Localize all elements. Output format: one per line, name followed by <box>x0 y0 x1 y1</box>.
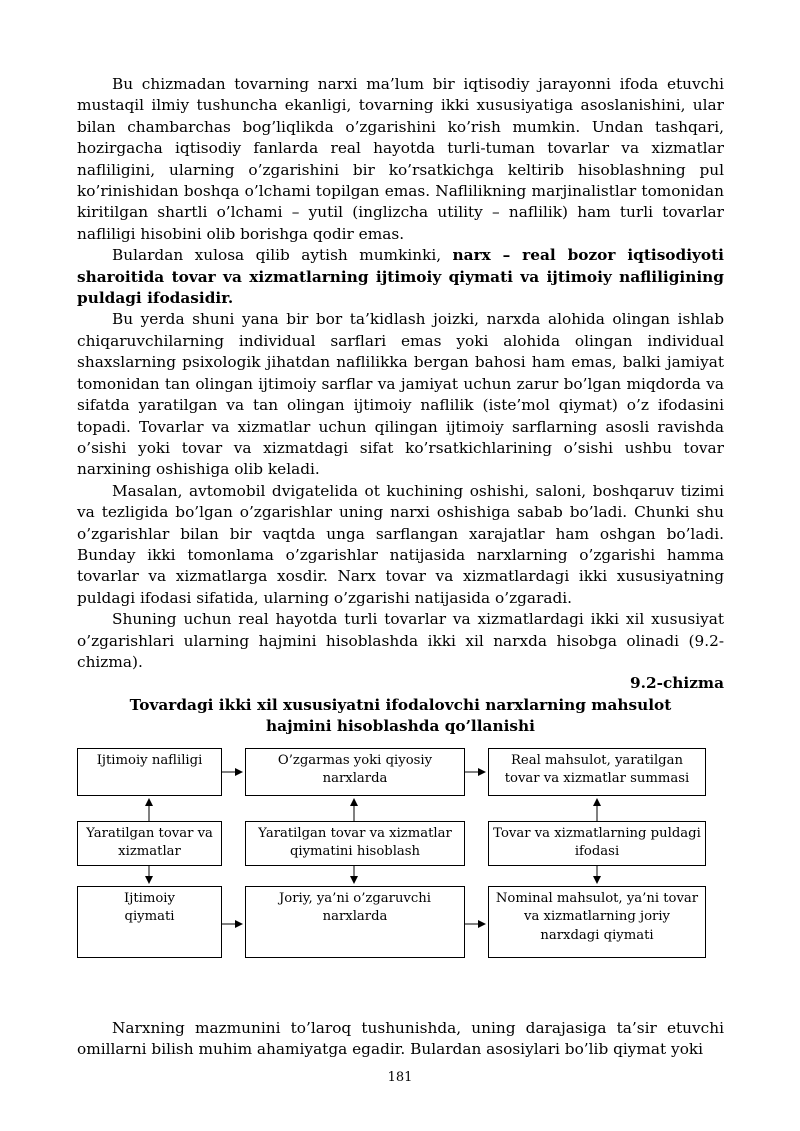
flow-diagram <box>77 748 724 1006</box>
box-social-value: Ijtimoiy qiymati <box>77 886 222 958</box>
paragraph-6: Narxning mazmunini to’laroq tushunishda, uning darajasiga ta’sir etuvchi omillarni bilish muhim ahamiyatga egadir. Bulardan asosiylari bo’lib qiymat yoki <box>77 1018 724 1058</box>
box-monetary-expression: Tovar va xizmatlarning puldagi ifodasi <box>488 821 706 866</box>
figure-title: Tovardagi ikki xil xususiyatni ifodalovchi narxlarning mahsulot hajmini hisoblashda qo’llanishi <box>129 695 672 736</box>
paragraph-1: Bu chizmadan tovarning narxi ma’lum bir iqtisodiy jarayonni ifoda etuvchi mustaqil ilmiy tushuncha ekanligi, tovarning ikki xususiyatiga asoslanishini, ular bilan chambarchas bog’liqlikda o’zgarishini ko’rish mumkin. Undan tashqari, hozirgacha iqtisodiy fanlarda real hayotda turli-tuman tovarlar va xizmatlar nafliligini, ularning o’zgarishini bir ko’rsatkichga keltirib hisoblashning pul ko’rinishidan boshqa o’lchami topilgan emas. Naflilikning marjinalistlar tomonidan kiritilgan shartli o’lchami – yutil (inglizcha utility – naflilik) ham turli tovarlar nafliligi hisobini olib borishga qodir emas. <box>77 75 724 243</box>
box-real-product: Real mahsulot, yaratilgan tovar va xizmatlar summasi <box>488 748 706 796</box>
figure-number: 9.2-chizma <box>630 674 724 693</box>
box-constant-prices: O’zgarmas yoki qiyosiy narxlarda <box>245 748 465 796</box>
page-content <box>77 74 724 1060</box>
box-current-prices: Joriy, ya’ni o’zgaruvchi narxlarda <box>245 886 465 958</box>
paragraph-2 <box>77 245 724 309</box>
box-value-calculation: Yaratilgan tovar va xizmatlar qiymatini hisoblash <box>245 821 465 866</box>
box-nominal-product: Nominal mahsulot, ya’ni tovar va xizmatlarning joriy narxdagi qiymati <box>488 886 706 958</box>
paragraph-3: Bu yerda shuni yana bir bor ta’kidlash joizki, narxda alohida olingan ishlab chiqaruvchilarning individual sarflari emas yoki alohida olingan individual shaxslarning psixologik jihatdan naflilikka bergan bahosi ham emas, balki jamiyat tomonidan tan olingan ijtimoiy sarflar va jamiyat uchun zarur bo’lgan miqdorda va sifatda yaratilgan va tan olingan ijtimoiy naflilik (iste’mol qiymat) o’z ifodasini topadi. Tovarlar va xizmatlar uchun qilingan ijtimoiy sarflarning asosli ravishda o’sishi yoki tovar va xizmatdagi sifat ko’rsatkichlarining o’sishi ushbu tovar narxining oshishiga olib keladi. <box>77 310 724 479</box>
paragraph-5: Shuning uchun real hayotda turli tovarlar va xizmatlardagi ikki xil xususiyat o’zgarishlari ularning hajmini hisoblashda ikki xil narxda hisobga olinadi (9.2-chizma). <box>77 610 724 671</box>
box-social-utility: Ijtimoiy nafliligi <box>77 748 222 796</box>
price-definition: narx – real bozor iqtisodiyoti sharoitida tovar va xizmatlarning ijtimoiy qiymati va ijtimoiy nafliligining puldagi ifodasidir. <box>77 246 724 308</box>
page-number: 181 <box>387 1070 413 1085</box>
box-produced-goods: Yaratilgan tovar va xizmatlar <box>77 821 222 866</box>
paragraph-2-intro: Bulardan xulosa qilib aytish mumkinki, <box>112 246 453 265</box>
paragraph-4: Masalan, avtomobil dvigatelida ot kuchining oshishi, saloni, boshqaruv tizimi va tezligida bo’lgan o’zgarishlar uning narxi oshishiga sabab bo’ladi. Chunki shu o’zgarishlar bilan bir vaqtda unga sarflangan xarajatlar ham oshgan bo’ladi. Bunday ikki tomonlama o’zgarishlar natijasida narxlarning o’zgarishi hamma tovarlar va xizmatlarga xosdir. Narx tovar va xizmatlardagi ikki xususiyatning puldagi ifodasi sifatida, ularning o’zgarishi natijasida o’zgaradi. <box>77 481 724 607</box>
